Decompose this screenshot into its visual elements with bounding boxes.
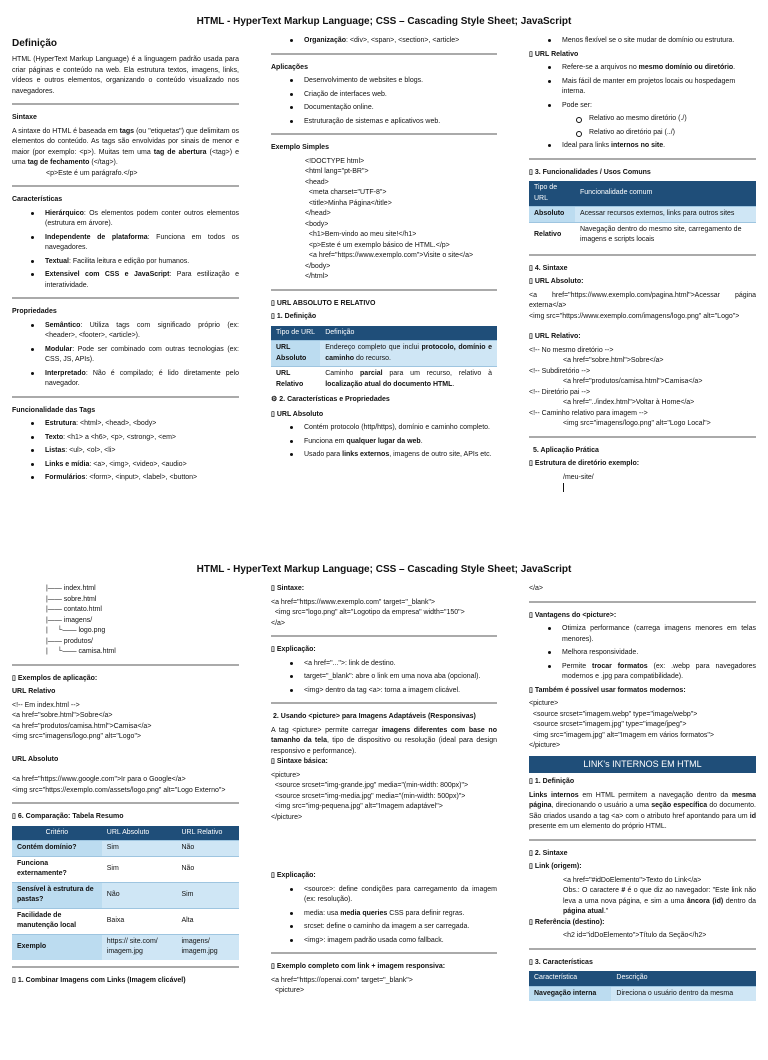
code-line: <a href="https://www.exemplo.com">Visite o site</a> [305, 252, 474, 259]
advantages-heading: ▯ Vantagens do <picture>: [529, 611, 756, 622]
syntax-code [271, 598, 497, 630]
page-title: HTML - HyperText Markup Language; CSS – Cascading Style Sheet; JavaScript [196, 16, 572, 27]
url-definition-table [271, 326, 497, 393]
code-line: <a href="https://www.exemplo.com" target="_blank"> [271, 598, 436, 606]
code-line: <img src="img-pequena.jpg" alt="Imagem adaptável"> [271, 803, 443, 810]
list-item: Extensivel com CSS e JavaScript: Para estilização e interatividade. [12, 270, 239, 291]
table-row: Funciona externamente? Sim Não [12, 856, 239, 882]
complete-example-code [271, 976, 497, 997]
code-line: </picture> [529, 742, 561, 749]
applications-heading: Aplicações [271, 63, 308, 71]
list-item: <img>: imagem padrão usada como fallback. [271, 936, 497, 947]
organization-list [271, 36, 497, 47]
list-item: Relativo ao diretório pai (../) [529, 128, 756, 139]
list-item: Independente de plataforma: Funciona em todos os navegadores. [12, 233, 239, 254]
absolute-url-heading: ▯ URL Absoluto [271, 410, 497, 421]
list-item: Ideal para links internos no site. [529, 141, 756, 152]
code-line: <!-- Caminho relativo para imagem --> [529, 409, 648, 417]
divider [271, 702, 497, 704]
syntax-example: <p>Este é um parágrafo.</p> [46, 169, 138, 177]
code-line: <a href="https://www.exemplo.com/pagina.html">Acessar página externa</a> [529, 291, 756, 309]
code-line: <a href="sobre.html">Sobre</a> [563, 357, 664, 364]
syntax-heading: ▯ Sintaxe: [271, 584, 497, 595]
list-item: Desenvolvimento de websites e blogs. [271, 76, 497, 87]
url-section-heading: ▯ URL ABSOLUTO E RELATIVO [271, 299, 497, 310]
code-line: </a> [529, 585, 544, 592]
syntax-heading: ▯ 2. Sintaxe [529, 849, 756, 860]
code-line: <img src="https://www.exemplo.com/imagens/logo.png" alt="Logo"> [529, 312, 740, 320]
list-item: Interpretado: Não é compilado; é lido diretamente pelo navegador. [12, 369, 239, 390]
divider [529, 601, 756, 603]
absolute-code [12, 775, 239, 796]
document-page-1 [0, 0, 768, 512]
divider [12, 297, 239, 299]
tree-line [563, 483, 564, 492]
basic-syntax-code [271, 771, 497, 824]
definition-heading: Definição [12, 38, 58, 49]
column-3 [529, 584, 756, 1060]
list-item: Contém protocolo (http/https), domínio e caminho completo. [271, 423, 497, 434]
definition-heading: ▯ 1. Definição [529, 777, 756, 788]
table-row: URL Absoluto Endereço completo que inclui protocolo, domínio e caminho do recurso. [271, 341, 497, 367]
divider [271, 133, 497, 135]
code-line: |—— imagens/ [46, 616, 93, 624]
table-header: Funcionalidade comum [575, 181, 756, 207]
code-line: <picture> [271, 987, 305, 994]
features-list [12, 209, 239, 292]
definition-subheading: ▯ 1. Definição [271, 312, 497, 323]
directory-tree [12, 584, 239, 658]
divider [529, 254, 756, 256]
table-row: Relativo Navegação dentro do mesmo site, carregamento de imagens e scripts locais [529, 222, 756, 248]
explanation-heading: ▯ Explicação: [271, 871, 497, 882]
origin-heading: ▯ Link (origem): [529, 862, 756, 873]
list-item: <a href="...">: link de destino. [271, 659, 497, 670]
code-line: <a href="sobre.html">Sobre</a> [12, 712, 113, 719]
comparison-heading: ▯ 6. Comparação: Tabela Resumo [12, 812, 239, 823]
table-row: Sensível à estrutura de pastas? Não Sim [12, 882, 239, 908]
code-line: |—— contato.html [46, 606, 102, 613]
list-item: Hierárquico: Os elementos podem conter outros elementos (estrutura em árvore). [12, 209, 239, 230]
functionalities-heading: ▯ 3. Funcionalidades / Usos Comuns [529, 168, 756, 179]
divider [271, 635, 497, 637]
page-gap [0, 512, 768, 548]
practical-heading: 5. Aplicação Prática [533, 446, 599, 454]
list-item: Criação de interfaces web. [271, 90, 497, 101]
comparison-rows [12, 841, 239, 960]
code-line: </a> [271, 619, 286, 627]
properties-heading: Propriedades [12, 308, 57, 315]
destination-heading: ▯ Referência (destino): [529, 918, 756, 929]
divider [12, 966, 239, 968]
divider [271, 952, 497, 954]
relative-url-heading: ▯ URL Relativo [529, 50, 756, 61]
code-line: <picture> [271, 771, 301, 779]
applications-list [271, 76, 497, 127]
code-line: <body> [305, 220, 329, 228]
code-line: <a href="../index.html">Voltar à Home</a> [563, 399, 695, 406]
list-item: srcset: define o caminho da imagem a ser carregada. [271, 922, 497, 933]
features-table: Característica Descrição Navegação interna Direciona o usuário dentro da mesma [529, 971, 756, 1001]
code-line: </body> [305, 262, 331, 270]
column-3 [529, 36, 756, 512]
code-line: <!DOCTYPE html> [305, 157, 365, 165]
code-line: <a href="https://www.google.com">Ir para o Google</a> [12, 776, 186, 783]
code-line: <a href="produtos/camisa.html">Camisa</a> [563, 378, 703, 385]
picture-heading: 2. Usando <picture> para Imagens Adaptáveis (Responsivas) [273, 713, 476, 720]
destination-code: <h2 id="idDoElemento">Título da Seção</h2> [563, 932, 707, 939]
code-line: |—— sobre.html [46, 595, 97, 603]
code-line: <img src="imagem.jpg" alt="Imagem em vários formatos"> [529, 731, 715, 739]
absolute-url-list [271, 423, 497, 461]
code-line: <source srcset="imagem.webp" type="image/webp"> [529, 710, 698, 718]
column-2 [271, 584, 497, 1060]
features-heading: ▯ 3. Características [529, 958, 756, 969]
code-line: <html lang="pt-BR"> [305, 168, 369, 175]
column-2 [271, 36, 497, 512]
divider [529, 436, 756, 438]
code-line: <img src="logo.png" alt="Logotipo da empresa" width="150"> [271, 609, 465, 616]
list-item: Organização: <div>, <span>, <section>, <article> [271, 36, 497, 47]
code-line: <source srcset="img-media.jpg" media="(min-width: 500px)"> [271, 792, 466, 800]
origin-code: <a href="#idDoElemento">Texto do Link</a> [563, 876, 702, 884]
absolute-heading: URL Absoluto [12, 755, 59, 763]
code-line: <img src="https://exemplo.com/assets/logo.png" alt="Logo Externo"> [12, 786, 226, 794]
table-row: Contém domínio? Sim Não [12, 841, 239, 857]
properties-list [12, 321, 239, 390]
code-line: <picture> [529, 700, 559, 707]
advantages-list [529, 624, 756, 683]
code-line: <img src="imagens/logo.png" alt="Logo"> [12, 733, 142, 740]
list [529, 36, 756, 47]
properties-subheading: ⚙ 2. Características e Propriedades [271, 395, 497, 406]
table-header: Definição [320, 326, 497, 341]
directory-heading: ▯ Estrutura de diretório exemplo: [529, 459, 756, 470]
table-header: Tipo de URL [529, 181, 575, 207]
list-item: Funciona em qualquer lugar da web. [271, 437, 497, 448]
relative-url-list-end [529, 141, 756, 152]
divider [529, 158, 756, 160]
syntax-text: A sintaxe do HTML é baseada em tags (ou "etiquetas") que delimitam os elementos do conteúdo. As tags são envolvidas por sinais de menor e maior (por exemplo: <p>). Muitas tem uma tag de abertura (<tag>) e uma tag de fechamento (</tag>). [12, 127, 239, 166]
list-item: Relativo ao mesmo diretório (./) [529, 114, 756, 125]
divider [12, 802, 239, 804]
table-row: Navegação interna Direciona o usuário dentro da mesma [529, 986, 756, 1001]
code-line: <!-- Subdiretório --> [529, 367, 591, 375]
divider [271, 53, 497, 55]
examples-heading: ▯ Exemplos de aplicação: [12, 674, 239, 685]
list-item: Mais fácil de manter em projetos locais ou hospedagem interna. [529, 77, 756, 98]
list-item: Documentação online. [271, 103, 497, 114]
code-line: <!-- Em index.html --> [12, 701, 80, 709]
table-row: URL Relativo Caminho parcial para um recurso, relativo à localização atual do documento HTML. [271, 367, 497, 393]
code-line: <h1>Bem-vindo ao meu site!</h1> [305, 231, 417, 238]
code-line: <!-- No mesmo diretório --> [529, 346, 614, 354]
list-item: Formulários: <form>, <input>, <label>, <button> [12, 473, 239, 484]
tags-heading: Funcionalidade das Tags [12, 406, 96, 414]
table-header: Tipo de URL [271, 326, 320, 341]
list-item: Otimiza performance (carrega imagens menores em telas menores). [529, 624, 756, 645]
relative-heading: URL Relativo [12, 688, 56, 695]
list-item: Usado para links externos, imagens de outro site, APIs etc. [271, 450, 497, 461]
code-line: </head> [305, 210, 331, 217]
divider [12, 396, 239, 398]
code-line: </html> [305, 273, 329, 280]
spacer [271, 823, 497, 863]
comparison-table: Critério URL Absoluto URL Relativo Contém domínio? Sim Não Funciona externamente? Sim Não Sensível à estrutura de pastas? Não Sim Facilidade de manutenção local Baixa Alta Exemplo https:// site.com/ imagem.jpg imagens/ imagem.jpg [12, 826, 239, 960]
code-line: <head> [305, 178, 329, 186]
code-line: |—— index.html [46, 585, 96, 592]
definition-text: Links internos em HTML permitem a navegação dentro da mesma página, direcionando o usuário a uma seção específica do documento. São criados usando a tag <a> com o atributo href apontando para um id presente em um elemento do próprio HTML. [529, 791, 756, 830]
list-item: <source>: define condições para carregamento da imagem (ex: resolução). [271, 885, 497, 906]
explanation-heading: ▯ Explicação: [271, 645, 497, 656]
tags-list [12, 419, 239, 484]
list-item: target="_blank": abre o link em uma nova aba (opcional). [271, 672, 497, 683]
list-item: Menos flexível se o site mudar de domínio ou estrutura. [529, 36, 756, 47]
document-page-2 [0, 548, 768, 1060]
list-item: Modular: Pode ser combinado com outras tecnologias (ex: CSS, JS, APIs). [12, 345, 239, 366]
note-text: Obs.: O caractere # é o que diz ao navegador: "Este link não leva a uma nova página, e sim a uma âncora (id) dentro da página atual." [563, 887, 756, 915]
table-row: Exemplo https:// site.com/ imagem.jpg imagens/ imagem.jpg [12, 934, 239, 960]
divider [271, 289, 497, 291]
list-item: Texto: <h1> a <h6>, <p>, <strong>, <em> [12, 433, 239, 444]
code-line: </picture> [271, 813, 303, 821]
table-row: Facilidade de manutenção local Baixa Alta [12, 908, 239, 934]
table-row: Absoluto Acessar recursos externos, links para outros sites [529, 207, 756, 223]
list-item: Estruturação de sistemas e aplicativos web. [271, 117, 497, 128]
code-line: <img src="imagens/logo.png" alt="Logo Local"> [563, 420, 711, 427]
complete-example-heading: ▯ Exemplo completo com link + imagem responsiva: [271, 962, 497, 973]
divider [529, 948, 756, 950]
relative-code-block [529, 346, 756, 430]
explanation-list [271, 659, 497, 697]
list-item: Links e mídia: <a>, <img>, <video>, <audio> [12, 460, 239, 471]
divider [12, 664, 239, 666]
list-item: Textual: Facilita leitura e edição por humanos. [12, 257, 239, 268]
code-line: <p>Este é um exemplo básico de HTML.</p> [305, 241, 450, 249]
list-item: Permite trocar formatos (ex: .webp para navegadores modernos e .jpg para compatibilidade). [529, 662, 756, 683]
code-line: <meta charset="UTF-8"> [305, 189, 387, 196]
modern-formats-heading: ▯ Também é possível usar formatos modernos: [529, 686, 756, 697]
code-line: <title>Minha Página</title> [305, 199, 392, 207]
syntax-heading: Sintaxe [12, 114, 37, 121]
section-banner: LINK's INTERNOS EM HTML [529, 756, 756, 774]
list-item: Listas: <ul>, <ol>, <li> [12, 446, 239, 457]
absolute-syntax-heading: ▯ URL Absoluto: [529, 277, 756, 288]
list-item: Estrutura: <html>, <head>, <body> [12, 419, 239, 430]
code-line: <source srcset="img-grande.jpg" media="(min-width: 800px)"> [271, 782, 469, 789]
list-item: Refere-se a arquivos no mesmo domínio ou diretório. [529, 63, 756, 74]
list-item: Semântico: Utiliza tags com significado próprio (ex: <header>, <footer>, <article>). [12, 321, 239, 342]
features-heading: Características [12, 196, 63, 203]
code-line: | └—— logo.png [46, 627, 106, 634]
list-item: <img> dentro da tag <a>: torna a imagem clicável. [271, 686, 497, 697]
code-line: <source srcset="imagem.jpg" type="image/jpeg"> [529, 721, 687, 728]
divider [12, 185, 239, 187]
explanation-list [271, 885, 497, 947]
divider [12, 103, 239, 105]
example-heading: Exemplo Simples [271, 144, 329, 151]
relative-url-sublist [529, 114, 756, 138]
column-1 [12, 36, 239, 512]
syntax-heading: ▯ 4. Sintaxe [529, 264, 756, 275]
directory-root: /meu-site/ [563, 473, 594, 481]
code-line: <!-- Diretório pai --> [529, 388, 591, 396]
basic-syntax-heading: ▯ Sintaxe básica: [271, 757, 497, 768]
page-title: HTML - HyperText Markup Language; CSS – Cascading Style Sheet; JavaScript [196, 564, 572, 575]
relative-code [12, 701, 239, 743]
list-item: Melhora responsividade. [529, 648, 756, 659]
list-item: Pode ser: [529, 101, 756, 112]
column-1 [12, 584, 239, 1060]
relative-url-list [529, 63, 756, 111]
list-item: media: usa media queries CSS para definir regras. [271, 909, 497, 920]
functionalities-table [529, 181, 756, 248]
combine-heading: ▯ 1. Combinar Imagens com Links (Imagem clicável) [12, 976, 239, 987]
code-line: <a href="produtos/camisa.html">Camisa</a> [12, 722, 152, 730]
code-line: |—— produtos/ [46, 637, 93, 645]
relative-syntax-heading: ▯ URL Relativo: [529, 332, 756, 343]
modern-formats-code [529, 699, 756, 752]
divider [529, 839, 756, 841]
code-line: <a href="https://openai.com" target="_blank"> [271, 976, 413, 984]
code-block [271, 157, 497, 283]
definition-text: HTML (HyperText Markup Language) é a linguagem padrão usada para criar páginas e conteúdo na web. Ela estrutura textos, imagens, links, vídeos e outros elementos, organizando o conteúdo visualizado nos navegadores. [12, 56, 239, 95]
picture-text: A tag <picture> permite carregar imagens diferentes com base no tamanho da tela, tipo de dispositivo ou resolução (ideal para design responsivo e performance). [271, 726, 497, 755]
code-line: | └—— camisa.html [46, 648, 116, 655]
